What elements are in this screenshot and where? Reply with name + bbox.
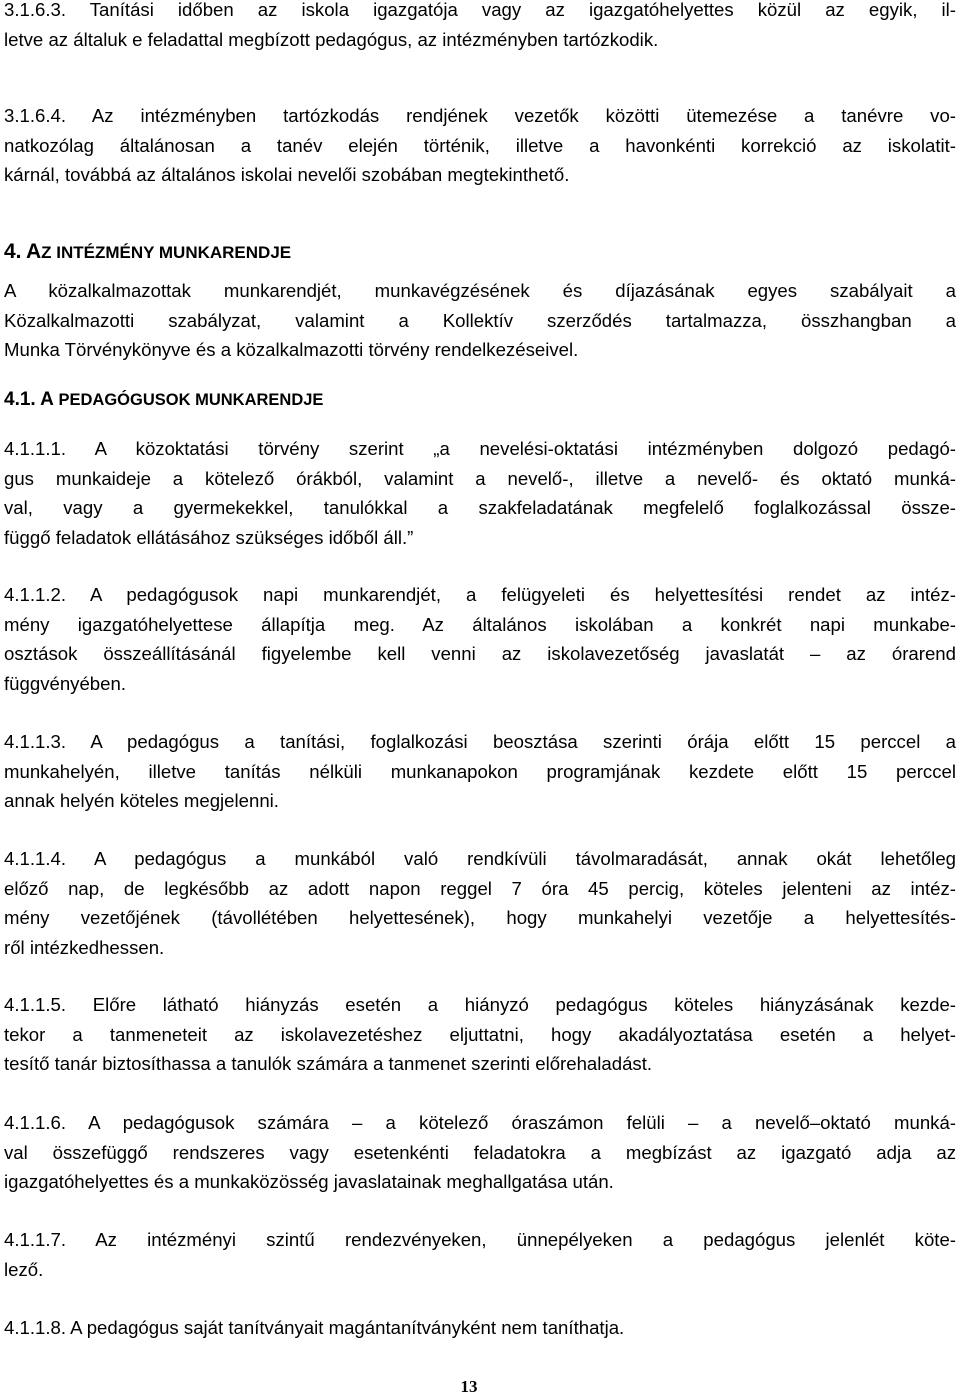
text-line: 4.1.1.5. Előre látható hiányzás esetén a hiányzó pedagógus köteles hiányzásának kezde- [4,994,956,1015]
text-line: Közalkalmazotti szabályzat, valamint a Kollektív szerződés tartalmazza, összhangban a [4,309,956,331]
paragraph-4-1-1-4 [4,844,956,962]
text-line: 4.1.1.7. Az intézményi szintű rendezvényeken, ünnepélyeken a pedagógus jelenlét köte- [4,1229,956,1250]
page-number: 13 [460,1377,478,1396]
paragraph-3-1-6-3 [4,0,956,54]
text-line: ről intézkedhessen. [4,936,165,958]
text-line: 4.1.1.3. A pedagógus a tanítási, foglalkozási beosztása szerinti órája előtt 15 perccel a [4,731,956,752]
text-line: előző nap, de legkésőbb az adott napon reggel 7 óra 45 percig, köteles jelenteni az intéz- [4,877,956,899]
text-line: natkozólag általánosan a tanév elején történik, illetve a havonkénti korrekció az iskolatit- [4,134,956,156]
text-line: lező. [4,1258,44,1280]
text-line: tekor a tanmeneteit az iskolavezetéshez eljuttatni, hogy akadályoztatása esetén a helyet- [4,1023,956,1045]
text-line: függő feladatok ellátásához szükséges időből áll.” [4,526,414,548]
section-heading-4-1-number: 4.1. [4,389,36,410]
paragraph-4-1-1-7 [4,1225,956,1284]
text-line: 4.1.1.2. A pedagógusok napi munkarendjét, a felügyeleti és helyettesítési rendet az intéz- [4,584,956,605]
section-heading-4-1-title: PEDAGÓGUSOK MUNKARENDJE [53,391,324,409]
text-line: letve az általuk e feladattal megbízott pedagógus, az intézményben tartózkodik. [4,28,659,50]
text-line: 4.1.1.6. A pedagógusok számára – a kötelező óraszámon felüli – a nevelő–oktató munká- [4,1112,956,1133]
paragraph-4-1-1-5 [4,990,956,1079]
text-line: osztások összeállításánál figyelembe kell venni az iskolavezetőség javaslatát – az órarend [4,643,956,664]
text-line: val összefüggő rendszeres vagy esetenkénti feladatokra a megbízást az igazgató adja az [4,1141,956,1163]
section-heading-4-1-initial: A [40,389,54,410]
section-heading-4-1 [4,389,323,411]
text-line: mény vezetőjének (távollétében helyettesének), hogy munkahelyi vezetője a helyettesítés- [4,907,956,928]
paragraph-4-1-1-6 [4,1108,956,1197]
text-line: 4.1.1.1. A közoktatási törvény szerint „a nevelési-oktatási intézményben dolgozó pedagó- [4,438,956,459]
section-heading-4-number: 4. [4,240,22,263]
paragraph-4-1-1-1 [4,434,956,552]
text-line: 3.1.6.4. Az intézményben tartózkodás rendjének vezetők közötti ütemezése a tanévre vo- [4,105,956,126]
text-line: függvényében. [4,672,126,694]
text-line: munkahelyén, illetve tanítás nélküli munkanapokon programjának kezdete előtt 15 perccel [4,760,956,782]
text-line: tesítő tanár biztosíthassa a tanulók számára a tanmenet szerinti előrehaladást. [4,1053,653,1074]
text-line: kárnál, továbbá az általános iskolai nevelői szobában megtekinthető. [4,164,570,185]
paragraph-4-1-1-8 [4,1313,956,1343]
section-heading-4-title: Z INTÉZMÉNY MUNKARENDJE [41,243,292,262]
text-line: 4.1.1.4. A pedagógus a munkából való rendkívüli távolmaradását, annak okát lehetőleg [4,848,956,869]
paragraph-3-1-6-4 [4,101,956,190]
section-heading-4 [4,240,291,264]
text-line: val, vagy a gyermekekkel, tanulókkal a szakfeladatának megfelelő foglalkozással össze- [4,497,956,518]
section-heading-4-initial: A [25,240,42,263]
paragraph-4-1-1-2 [4,580,956,698]
text-line: igazgatóhelyettes és a munkaközösség javaslatainak meghallgatása után. [4,1171,614,1192]
text-line: 4.1.1.8. A pedagógus saját tanítványait magántanítványként nem taníthatja. [4,1317,625,1338]
text-line: annak helyén köteles megjelenni. [4,790,279,811]
paragraph-4-1-1-3 [4,727,956,816]
text-line: Munka Törvénykönyve és a közalkalmazotti törvény rendelkezéseivel. [4,339,579,360]
text-line: gus munkaideje a kötelező órákból, valamint a nevelő-, illetve a nevelő- és oktató munká- [4,467,956,489]
document-page [4,0,956,1398]
text-line: A közalkalmazottak munkarendjét, munkavégzésének és díjazásának egyes szabályait a [4,280,956,301]
text-line: 3.1.6.3. Tanítási időben az iskola igazgatója vagy az igazgatóhelyettes közül az egyik, il- [4,0,956,20]
paragraph-4-intro [4,276,956,365]
text-line: mény igazgatóhelyettese állapítja meg. Az általános iskolában a konkrét napi munkabe- [4,613,956,635]
